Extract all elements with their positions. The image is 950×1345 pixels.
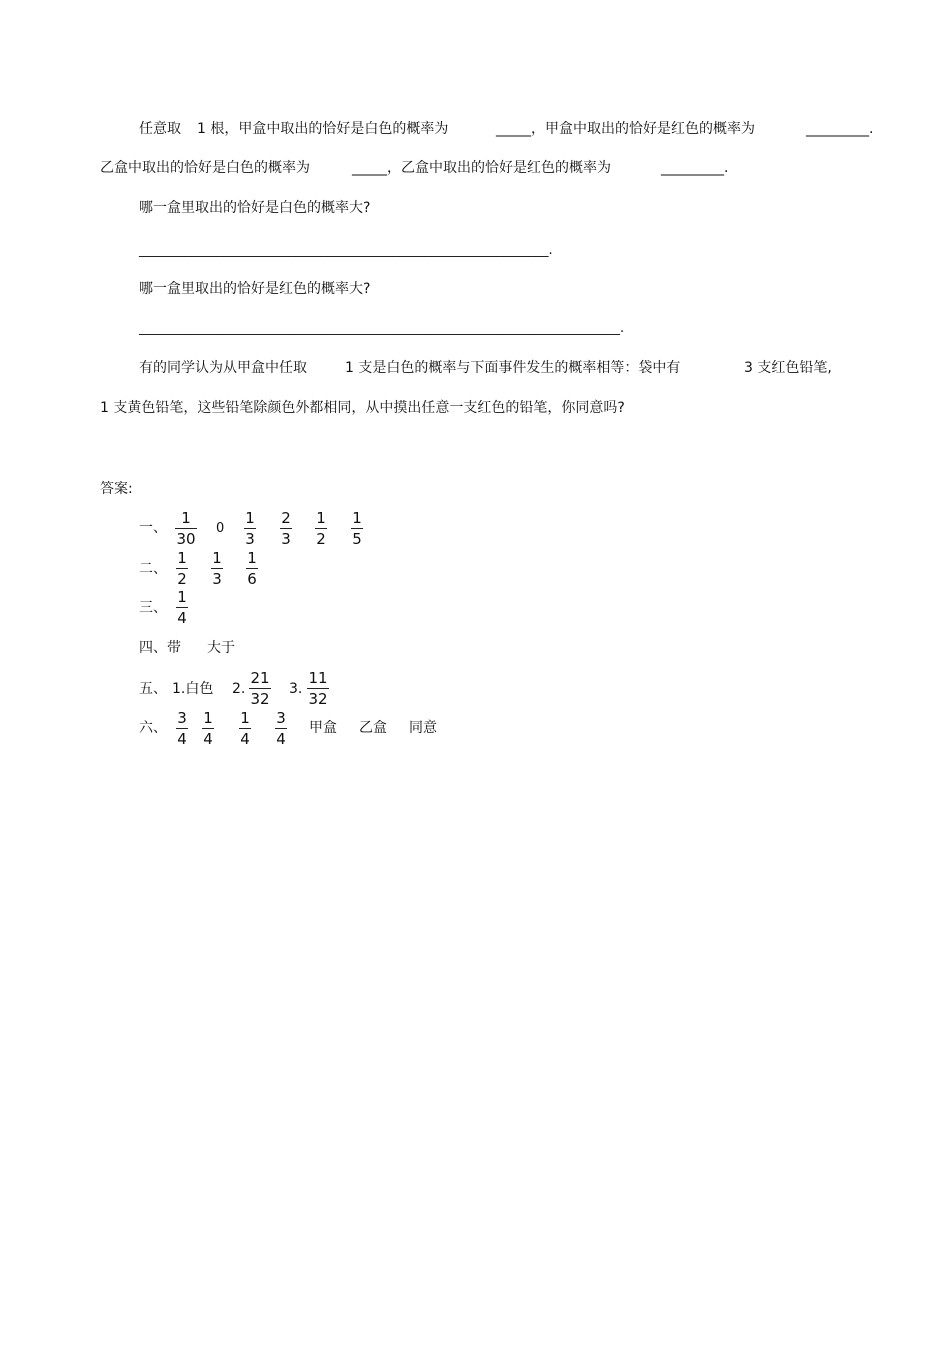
answer-1-label: 一、 [139,520,167,536]
numerator: 11 [308,669,328,687]
answer-2-label: 二、 [139,561,167,577]
fraction-bar [244,528,256,529]
answer-5-label: 五、 [139,681,167,697]
question-line-1b: 1 根，甲盒中取出的恰好是白色的概率为 [197,121,449,137]
answer-2-fraction-1 [167,550,197,588]
denominator: 4 [177,730,187,748]
denominator: 2 [177,570,187,588]
numerator: 1 [203,709,213,727]
question-red-higher: 哪一盒里取出的恰好是红色的概率大? [139,281,371,297]
answer-5-fraction-2 [303,670,333,708]
denominator: 4 [240,730,250,748]
numerator: 1 [316,509,326,527]
question-line-2c: _________. [661,160,729,176]
answer-5-part-3-label: 3. [289,681,303,697]
denominator: 32 [250,690,270,708]
answer-1-zero: 0 [216,521,225,536]
answer-1-fraction-4 [306,510,336,548]
question-line-1d: _________. [806,121,874,137]
numerator: 3 [276,709,286,727]
denominator: 3 [281,530,291,548]
answer-2-fraction-3 [237,550,267,588]
answer-6-fraction-4 [266,710,296,748]
fraction-bar [246,568,258,569]
answers-title: 答案: [100,481,133,497]
numerator: 1 [181,509,191,527]
numerator: 1 [177,549,187,567]
fraction-bar [202,728,214,729]
denominator: 5 [352,530,362,548]
numerator: 1 [245,509,255,527]
answer-6-label: 六、 [139,720,167,736]
fraction-bar [351,528,363,529]
fraction-bar [280,528,292,529]
answer-1-fraction-1 [171,510,201,548]
fraction-bar [176,568,188,569]
answer-4-label: 四、带 [139,640,181,656]
numerator: 3 [177,709,187,727]
denominator: 4 [276,730,286,748]
answer-2-fraction-2 [202,550,232,588]
denominator: 6 [247,570,257,588]
numerator: 1 [177,588,187,606]
answer-6-word-2: 乙盒 [359,720,387,736]
question-pencil-b: 1 支是白色的概率与下面事件发生的概率相等：袋中有 [345,360,681,376]
fraction-bar [315,528,327,529]
answer-blank-2: __________________________________________________________________________. [139,321,625,336]
denominator: 3 [212,570,222,588]
question-pencil-d: 1 支黄色铅笔，这些铅笔除颜色外都相同，从中摸出任意一支红色的铅笔，你同意吗? [100,400,625,416]
numerator: 2 [281,509,291,527]
question-line-2b: _____，乙盒中取出的恰好是红色的概率为 [352,160,611,176]
denominator: 30 [176,530,196,548]
fraction-bar [176,607,188,608]
fraction-bar [211,568,223,569]
answer-5-fraction-1 [245,670,275,708]
answer-4-text: 大于 [207,640,235,656]
fraction-bar [176,728,188,729]
denominator: 32 [308,690,328,708]
fraction-bar [239,728,251,729]
fraction-bar [275,728,287,729]
answer-1-fraction-5 [342,510,372,548]
answer-6-word-1: 甲盒 [309,720,337,736]
question-white-higher: 哪一盒里取出的恰好是白色的概率大? [139,200,371,216]
answer-3-label: 三、 [139,600,167,616]
question-line-1c: _____，甲盒中取出的恰好是红色的概率为 [496,121,755,137]
question-line-2a: 乙盒中取出的恰好是白色的概率为 [100,160,310,176]
numerator: 1 [240,709,250,727]
numerator: 1 [352,509,362,527]
question-pencil-c: 3 支红色铅笔, [744,360,832,376]
answer-6-fraction-2 [193,710,223,748]
numerator: 21 [250,669,270,687]
answer-1-fraction-3 [271,510,301,548]
answer-5-part-1: 1.白色 [172,681,214,697]
answer-5-part-2-label: 2. [232,681,246,697]
fraction-bar [249,688,271,689]
question-line-1a: 任意取 [139,121,181,137]
denominator: 4 [177,609,187,627]
denominator: 4 [203,730,213,748]
answer-6-word-3: 同意 [409,720,437,736]
fraction-bar [175,528,197,529]
answer-6-fraction-3 [230,710,260,748]
denominator: 3 [245,530,255,548]
question-pencil-a: 有的同学认为从甲盒中任取 [139,360,307,376]
denominator: 2 [316,530,326,548]
fraction-bar [307,688,329,689]
answer-1-fraction-2 [235,510,265,548]
numerator: 1 [247,549,257,567]
answer-3-fraction-1 [167,589,197,627]
numerator: 1 [212,549,222,567]
answer-blank-1: _______________________________________________________________. [139,243,553,258]
